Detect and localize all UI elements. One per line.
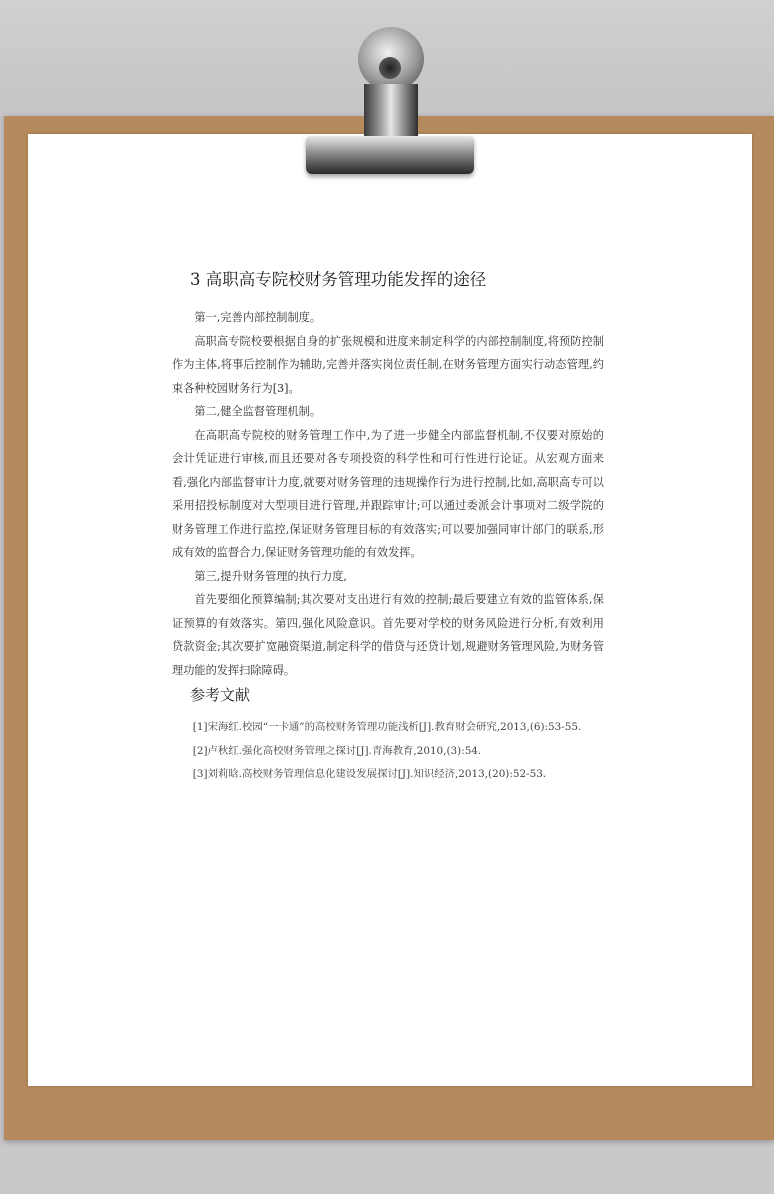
paragraph-6: 首先要细化预算编制;其次要对支出进行有效的控制;最后要建立有效的监管体系,保证预算的有效落实。第四,强化风险意识。首先要对学校的财务风险进行分析,有效利用贷款资金;其次要扩宽融资渠道,制定科学的借贷与还贷计划,规避财务管理风险,为财务管理功能的发挥扫除障碍。 — [172, 593, 604, 677]
paragraph-2: 高职高专院校要根据自身的扩张规模和进度来制定科学的内部控制制度,将预防控制作为主体,将事后控制作为辅助,完善并落实岗位责任制,在财务管理方面实行动态管理,约束各种校园财务行为[3]。 — [172, 334, 604, 395]
paragraph-4: 在高职高专院校的财务管理工作中,为了进一步健全内部监督机制,不仅要对原始的会计凭证进行审核,而且还要对各专项投资的科学性和可行性进行论证。从宏观方面来看,强化内部监督审计力度,就要对财务管理的违规操作行为进行控制,比如,高职高专可以采用招投标制度对大型项目进行管理,并跟踪审计;可以通过委派会计事项对二级学院的财务管理工作进行监控,保证财务管理目标的有效落实;可以要加强同审计部门的联系,形成有效的监督合力,保证财务管理功能的有效发挥。 — [172, 428, 604, 559]
reference-1: [1]宋海红.校园“一卡通”的高校财务管理功能浅析[J].教育财会研究,2013,(6):53-55. — [192, 721, 582, 733]
section-heading: 3 高职高专院校财务管理功能发挥的途径 — [190, 270, 487, 289]
document-content — [172, 268, 604, 787]
paragraph-1: 第一,完善内部控制制度。 — [194, 311, 322, 324]
references-heading: 参考文献 — [190, 686, 251, 704]
paragraph-5: 第三,提升财务管理的执行力度, — [194, 569, 347, 583]
clip-bar — [306, 136, 474, 174]
reference-3: [3]刘莉晗.高校财务管理信息化建设发展探讨[J].知识经济,2013,(20):52-53. — [192, 768, 547, 780]
paragraph-3: 第二,健全监督管理机制。 — [194, 405, 322, 418]
clip-neck — [364, 84, 418, 140]
clip-hole — [379, 57, 401, 79]
reference-2: [2]卢秋红.强化高校财务管理之探讨[J].青海教育,2010,(3):54. — [192, 744, 482, 757]
